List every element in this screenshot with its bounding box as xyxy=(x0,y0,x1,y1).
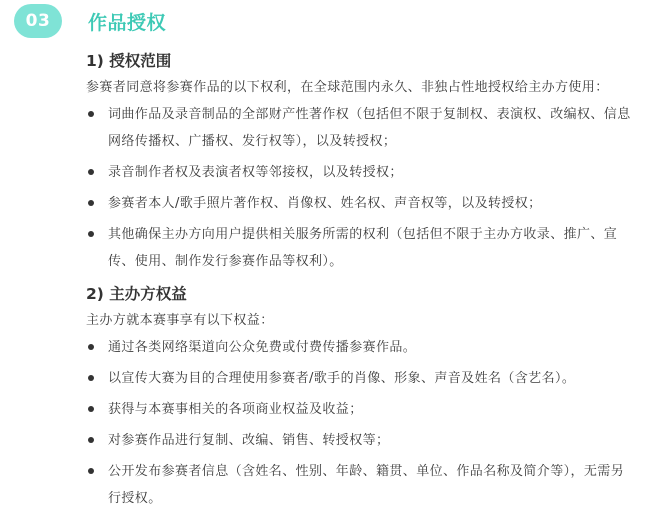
bullet-icon xyxy=(88,111,94,117)
scope-intro: 参赛者同意将参赛作品的以下权利，在全球范围内永久、非独占性地授权给主办方使用： xyxy=(86,80,609,95)
bullet-icon xyxy=(88,468,94,474)
rights-item xyxy=(86,365,634,392)
rights-item xyxy=(86,334,634,361)
rights-intro: 主办方就本赛事享有以下权益： xyxy=(86,313,274,328)
bullet-icon xyxy=(88,375,94,381)
scope-item-text: 参赛者本人/歌手照片著作权、肖像权、姓名权、声音权等，以及转授权； xyxy=(108,196,542,211)
bullet-icon xyxy=(88,169,94,175)
scope-item-text: 词曲作品及录音制品的全部财产性著作权（包括但不限于复制权、表演权、改编权、信息网络传播权、广播权、发行权等），以及转授权； xyxy=(108,107,631,149)
bullet-icon xyxy=(88,200,94,206)
section-title: 作品授权 xyxy=(88,12,167,34)
bullet-icon xyxy=(88,406,94,412)
rights-heading: 2) 主办方权益 xyxy=(86,285,187,303)
scope-item xyxy=(86,159,634,186)
rights-item xyxy=(86,396,634,423)
scope-heading: 1) 授权范围 xyxy=(86,52,172,70)
rights-item-text: 对参赛作品进行复制、改编、销售、转授权等； xyxy=(108,433,390,448)
scope-item-text: 录音制作者权及表演者权等邻接权，以及转授权； xyxy=(108,165,403,180)
bullet-icon xyxy=(88,437,94,443)
rights-item xyxy=(86,427,634,454)
rights-list xyxy=(86,334,634,512)
rights-item xyxy=(86,458,634,512)
rights-item-text: 以宣传大赛为目的合理使用参赛者/歌手的肖像、形象、声音及姓名（含艺名）。 xyxy=(108,371,576,386)
scope-item-text: 其他确保主办方向用户提供相关服务所需的权利（包括但不限于主办方收录、推广、宣传、使用、制作发行参赛作品等权利）。 xyxy=(108,227,618,269)
rights-item-text: 通过各类网络渠道向公众免费或付费传播参赛作品。 xyxy=(108,340,417,355)
section-number-badge: 03 xyxy=(14,4,62,38)
scope-item xyxy=(86,190,634,217)
bullet-icon xyxy=(88,344,94,350)
section-content xyxy=(86,48,634,516)
rights-item-text: 获得与本赛事相关的各项商业权益及收益； xyxy=(108,402,363,417)
scope-item xyxy=(86,221,634,275)
rights-item-text: 公开发布参赛者信息（含姓名、性别、年龄、籍贯、单位、作品名称及简介等），无需另行授权。 xyxy=(108,464,625,506)
scope-list xyxy=(86,101,634,275)
scope-item xyxy=(86,101,634,155)
bullet-icon xyxy=(88,231,94,237)
